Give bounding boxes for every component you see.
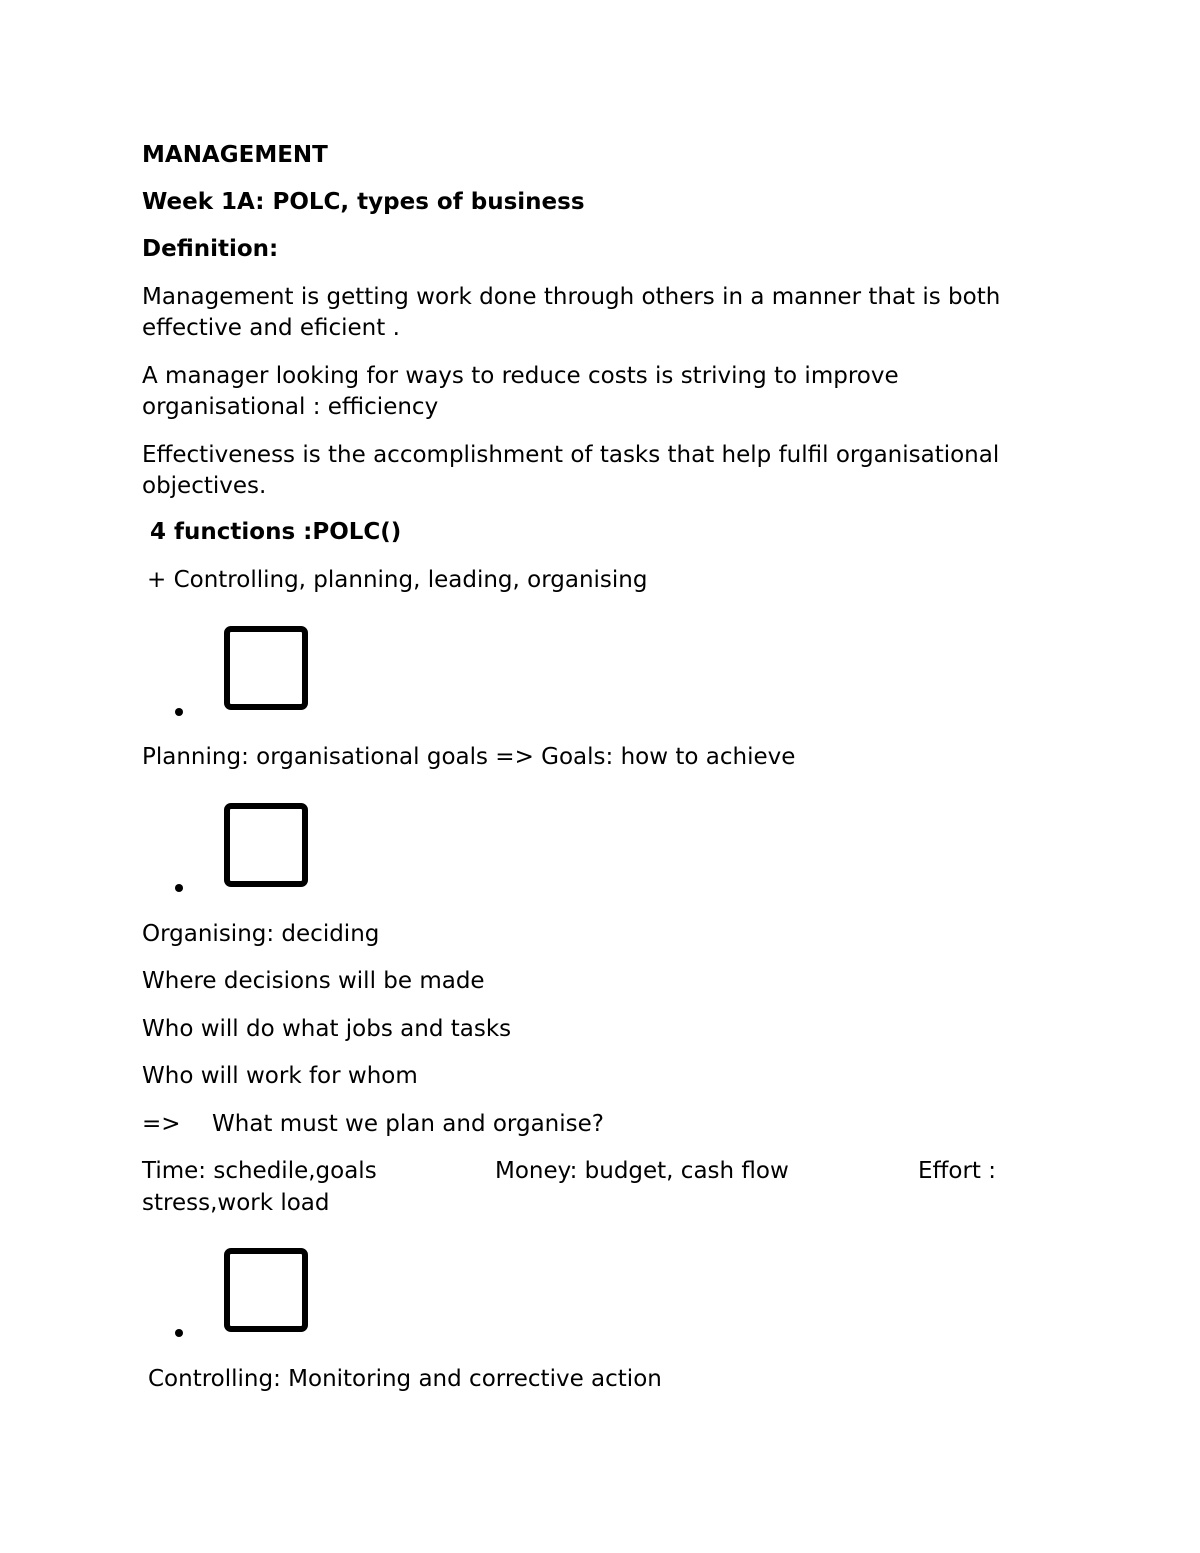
planning-line: Planning: organisational goals => Goals: how to achieve — [142, 744, 796, 770]
paragraph-2-line-1: A manager looking for ways to reduce costs is striving to improve — [142, 363, 899, 389]
who-jobs-line: Who will do what jobs and tasks — [142, 1016, 512, 1042]
paragraph-1-line-1: Management is getting work done through others in a manner that is both — [142, 284, 1001, 310]
where-line: Where decisions will be made — [142, 968, 485, 994]
arrow-symbol: => — [142, 1111, 181, 1137]
paragraph-1-line-2: effective and eficient . — [142, 315, 400, 341]
functions-list: + Controlling, planning, leading, organising — [147, 567, 648, 593]
checkbox-icon — [224, 626, 308, 710]
paragraph-2-line-2: organisational : efficiency — [142, 394, 439, 420]
controlling-line: Controlling: Monitoring and corrective action — [148, 1366, 662, 1392]
bullet-icon — [175, 708, 183, 716]
definition-label: Definition: — [142, 236, 279, 262]
organising-line: Organising: deciding — [142, 921, 380, 947]
question-line: What must we plan and organise? — [212, 1111, 604, 1137]
checkbox-icon — [224, 1248, 308, 1332]
bullet-icon — [175, 1329, 183, 1337]
paragraph-3-line-1: Effectiveness is the accomplishment of tasks that help fulfil organisational — [142, 442, 1000, 468]
effort-item: Effort : — [918, 1158, 996, 1184]
week-heading: Week 1A: POLC, types of business — [142, 189, 585, 215]
functions-heading: 4 functions :POLC() — [150, 519, 402, 545]
document-title: MANAGEMENT — [142, 142, 328, 168]
bullet-icon — [175, 884, 183, 892]
paragraph-3-line-2: objectives. — [142, 473, 267, 499]
who-work-line: Who will work for whom — [142, 1063, 418, 1089]
effort-continued: stress,work load — [142, 1190, 330, 1216]
money-item: Money: budget, cash flow — [495, 1158, 789, 1184]
time-item: Time: schedile,goals — [142, 1158, 377, 1184]
checkbox-icon — [224, 803, 308, 887]
